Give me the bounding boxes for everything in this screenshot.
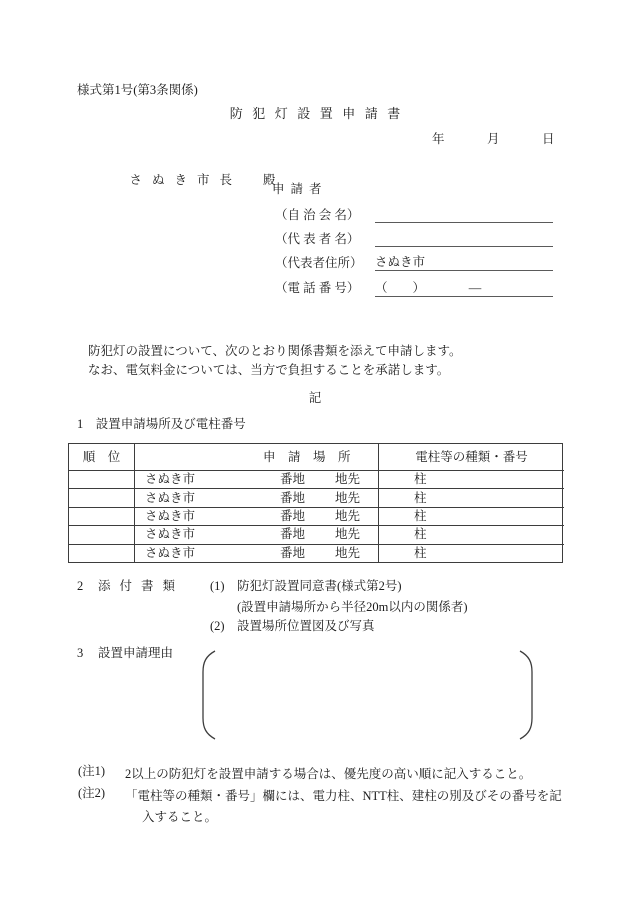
section2-heading: 添付書類 — [98, 579, 185, 593]
place-chisaki-label: 地先 — [335, 490, 361, 505]
date-day-label: 日 — [542, 132, 555, 146]
place-city-label: さぬき市 — [145, 490, 196, 505]
column-header-place: 申 請 場 所 — [134, 444, 378, 470]
note1-label: (注1) — [78, 764, 106, 778]
section1-heading: 1 設置申請場所及び電柱番号 — [77, 417, 246, 431]
attachment-item-1-text: 防犯灯設置同意書(様式第2号) — [237, 579, 402, 593]
column-header-pole: 電柱等の種類・番号 — [378, 444, 564, 470]
addressee-name: さぬき市長 — [129, 173, 243, 187]
pole-cell[interactable]: 柱 — [378, 488, 564, 506]
place-cell[interactable] — [134, 507, 378, 525]
applicant-heading: 申請者 — [272, 182, 328, 196]
pole-cell[interactable]: 柱 — [378, 507, 564, 525]
place-city-label: さぬき市 — [145, 527, 196, 542]
pole-cell[interactable]: 柱 — [378, 470, 564, 488]
date-month-label: 月 — [487, 132, 500, 146]
section3-number: 3 — [77, 646, 84, 660]
place-city-label: さぬき市 — [145, 472, 196, 487]
addressee-line — [77, 158, 276, 203]
reason-open-paren — [200, 649, 216, 741]
representative-name-field[interactable] — [375, 232, 553, 247]
rank-cell[interactable] — [69, 488, 134, 506]
body-paragraph-1: 防犯灯の設置について、次のとおり関係書類を添えて申請します。 — [88, 344, 462, 358]
place-banchi-label: 番地 — [280, 508, 306, 523]
place-chisaki-label: 地先 — [335, 545, 361, 560]
section3-heading: 設置申請理由 — [98, 646, 174, 660]
attachment-item-2-number: (2) — [210, 619, 225, 633]
rank-cell[interactable] — [69, 470, 134, 488]
place-banchi-label: 番地 — [280, 472, 306, 487]
attachment-item-2-text: 設置場所位置図及び写真 — [237, 619, 375, 633]
place-city-label: さぬき市 — [145, 508, 196, 523]
attachment-item-1-number: (1) — [210, 579, 225, 593]
place-banchi-label: 番地 — [280, 545, 306, 560]
place-cell[interactable] — [134, 470, 378, 488]
attachment-item-1-note: (設置申請場所から半径20m以内の関係者) — [237, 600, 468, 614]
representative-name-label: （代 表 者 名） — [275, 232, 360, 246]
representative-address-field[interactable]: さぬき市 — [375, 256, 553, 271]
reason-input-area[interactable] — [218, 652, 516, 738]
association-name-label: （自 治 会 名） — [275, 208, 360, 222]
rank-cell[interactable] — [69, 525, 134, 543]
place-city-label: さぬき市 — [145, 545, 196, 560]
ki-marker: 記 — [308, 391, 322, 405]
representative-address-label: （代表者住所） — [275, 256, 363, 270]
reason-close-paren — [519, 649, 535, 741]
place-chisaki-label: 地先 — [335, 527, 361, 542]
column-header-rank: 順 位 — [82, 449, 121, 464]
body-paragraph-2: なお、電気料金については、当方で負担することを承諾します。 — [88, 363, 450, 377]
form-number: 様式第1号(第3条関係) — [77, 83, 198, 97]
association-name-field[interactable] — [375, 208, 553, 223]
date-year-label: 年 — [432, 132, 445, 146]
place-chisaki-label: 地先 — [335, 508, 361, 523]
rank-cell[interactable] — [69, 507, 134, 525]
pole-cell[interactable]: 柱 — [378, 525, 564, 543]
place-chisaki-label: 地先 — [335, 472, 361, 487]
place-banchi-label: 番地 — [280, 527, 306, 542]
place-cell[interactable] — [134, 525, 378, 543]
rank-cell[interactable] — [69, 544, 134, 562]
pole-cell[interactable]: 柱 — [378, 544, 564, 562]
place-banchi-label: 番地 — [280, 490, 306, 505]
place-cell[interactable] — [134, 488, 378, 506]
addressee-honorific: 殿 — [263, 173, 276, 187]
note1-text: 2以上の防犯灯を設置申請する場合は、優先度の高い順に記入すること。 — [125, 767, 532, 781]
place-cell[interactable] — [134, 544, 378, 562]
note2-text: 「電柱等の種類・番号」欄には、電力柱、NTT柱、建柱の別及びその番号を記入すること。 — [125, 789, 562, 824]
phone-number-label: （電 話 番 号） — [275, 281, 360, 295]
note2-label: (注2) — [78, 786, 106, 800]
phone-number-field[interactable]: （ ） ― — [375, 281, 553, 297]
page-title: 防犯灯設置申請書 — [229, 106, 410, 121]
section2-number: 2 — [77, 579, 84, 593]
poles-table — [68, 443, 563, 563]
